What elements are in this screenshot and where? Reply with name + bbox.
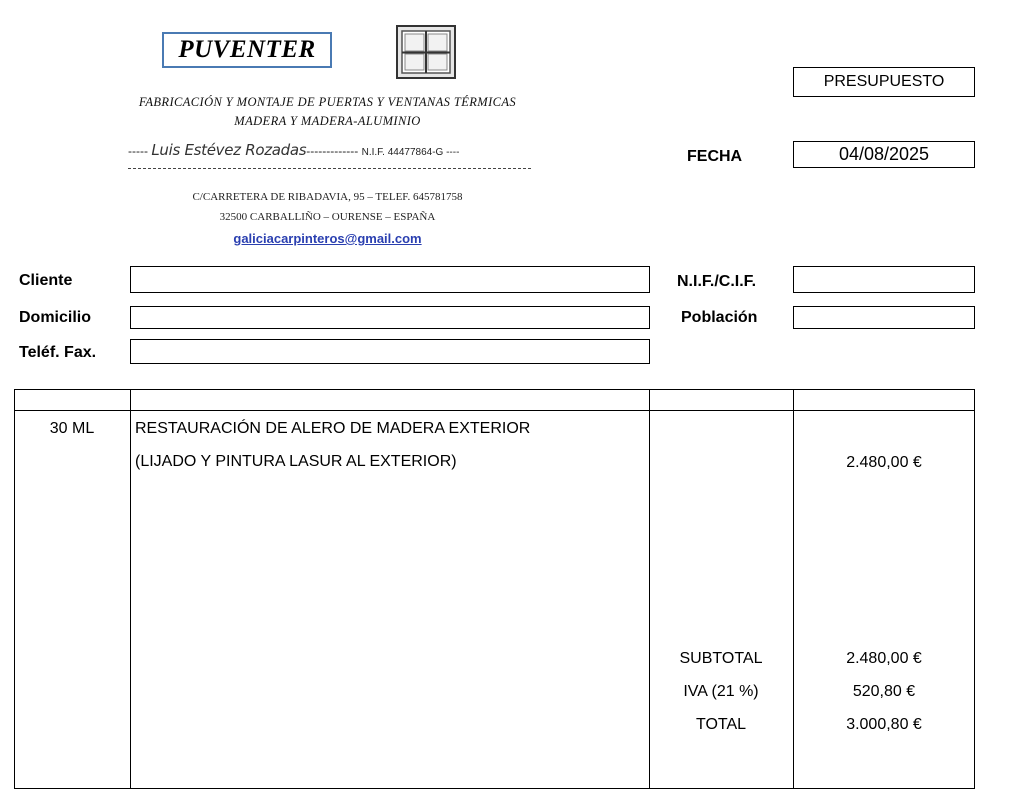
company-address-2: 32500 CARBALLIÑO – OURENSE – ESPAÑA	[219, 211, 436, 223]
cliente-field[interactable]	[130, 266, 650, 293]
domicilio-label: Domicilio	[19, 309, 92, 326]
nif-label: N.I.F./C.I.F.	[677, 273, 757, 290]
subtotal-label: SUBTOTAL	[679, 650, 763, 667]
document-type: PRESUPUESTO	[823, 73, 945, 90]
company-logo	[162, 32, 332, 68]
company-tagline-1: FABRICACIÓN Y MONTAJE DE PUERTAS Y VENTANAS TÉRMICAS	[138, 95, 517, 109]
owner-name: Luis Estévez Rozadas	[151, 141, 307, 159]
owner-separator: -------------	[306, 144, 359, 158]
letterhead-divider	[128, 168, 531, 169]
telefono-label: Teléf. Fax.	[19, 344, 97, 361]
window-icon	[396, 25, 456, 79]
iva-label: IVA (21 %)	[683, 683, 759, 700]
item-description-line-1: RESTAURACIÓN DE ALERO DE MADERA EXTERIOR	[135, 420, 531, 437]
poblacion-field[interactable]	[793, 306, 975, 329]
date-value: 04/08/2025	[838, 144, 930, 164]
date-label: FECHA	[687, 148, 743, 165]
company-address-1: C/CARRETERA DE RIBADAVIA, 95 – TELEF. 645781758	[192, 191, 463, 203]
nif-field[interactable]	[793, 266, 975, 293]
item-amount: 2.480,00 €	[846, 454, 922, 471]
table-header-divider	[14, 410, 975, 411]
owner-prefix: -----	[128, 144, 148, 158]
item-quantity: 30 ML	[49, 420, 95, 437]
iva-value: 520,80 €	[852, 683, 916, 700]
company-tagline-2: MADERA Y MADERA-ALUMINIO	[234, 114, 421, 128]
owner-nif: N.I.F. 44477864-G ----	[361, 147, 460, 158]
domicilio-field[interactable]	[130, 306, 650, 329]
cliente-label: Cliente	[19, 272, 73, 289]
poblacion-label: Población	[681, 309, 758, 326]
company-email-link[interactable]: galiciacarpinteros@gmail.com	[233, 231, 422, 246]
document-type-box	[793, 67, 975, 97]
date-field[interactable]	[793, 141, 975, 168]
owner-line	[128, 141, 459, 159]
item-description-line-2: (LIJADO Y PINTURA LASUR AL EXTERIOR)	[135, 453, 457, 470]
total-label: TOTAL	[695, 716, 747, 733]
telefono-field[interactable]	[130, 339, 650, 364]
subtotal-value: 2.480,00 €	[846, 650, 922, 667]
brand-name: PUVENTER	[178, 36, 316, 63]
column-divider-1	[130, 389, 131, 789]
total-value: 3.000,80 €	[846, 716, 922, 733]
